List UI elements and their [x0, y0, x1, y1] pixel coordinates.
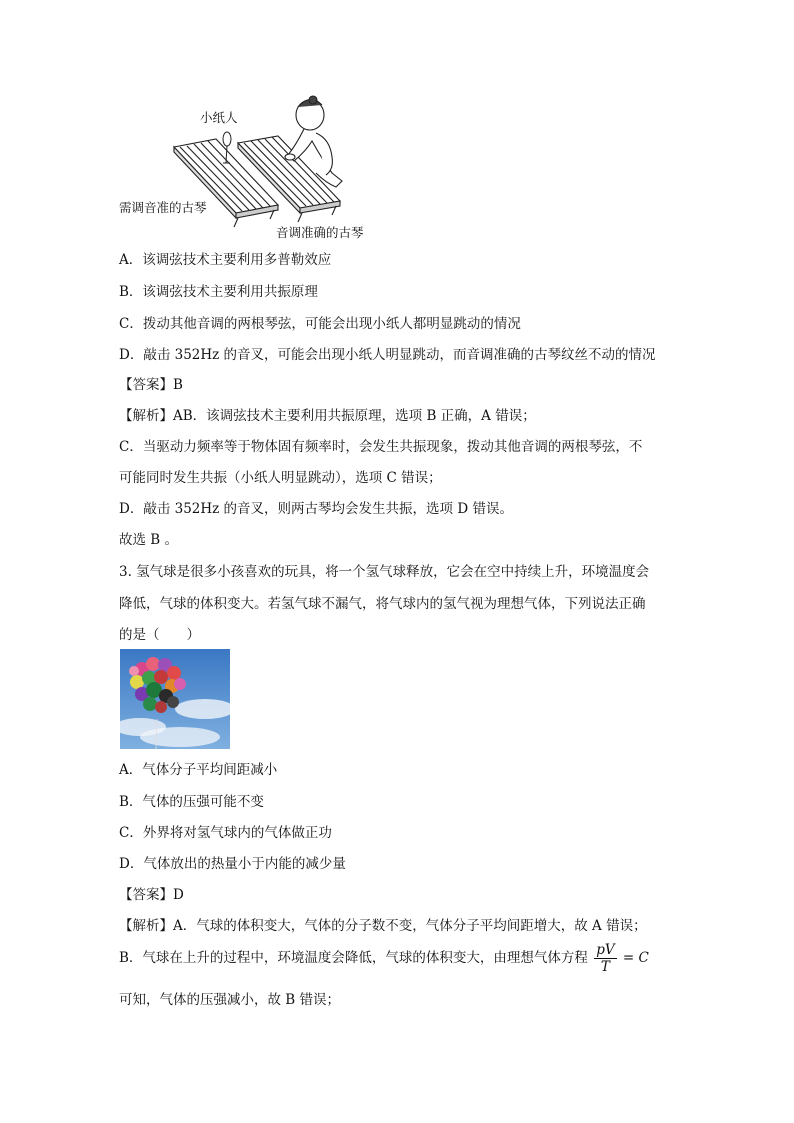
q3-option-b: B．气体的压强可能不变 [119, 794, 264, 810]
formula-numerator: pV [596, 942, 615, 958]
q2-option-c: C．拨动其他音调的两根琴弦，可能会出现小纸人都明显跳动的情况 [119, 316, 521, 332]
q3-analysis-a: 【解析】A．气球的体积变大，气体的分子数不变，气体分子平均间距增大，故 A 错误； [119, 918, 647, 934]
q3-option-a: A．气体分子平均间距减小 [119, 762, 278, 778]
q3-answer: 【答案】D [119, 887, 184, 903]
q2-answer: 【答案】B [119, 377, 183, 393]
guqin-figure [118, 95, 378, 240]
q3-option-c: C．外界将对氢气球内的气体做正功 [119, 825, 332, 841]
q2-analysis-line-2: C．当驱动力频率等于物体固有频率时，会发生共振现象，拨动其他音调的两根琴弦，不 [119, 439, 643, 455]
q3-stem-line-2: 降低，气球的体积变大。若氢气球不漏气，将气球内的氢气视为理想气体，下列说法正确 [119, 596, 646, 612]
label-paper-man: 小纸人 [200, 110, 238, 125]
formula-denominator: T [600, 959, 610, 975]
formula-fraction [594, 942, 616, 975]
label-guqin-needs-tuning: 需调音准的古琴 [119, 200, 207, 215]
label-guqin-tuned: 音调准确的古琴 [276, 225, 364, 240]
q2-analysis-line-5: 故选 B 。 [119, 532, 179, 548]
q3-option-d: D．气体放出的热量小于内能的减少量 [119, 856, 346, 872]
q2-analysis-line-1: 【解析】AB．该调弦技术主要利用共振原理，选项 B 正确，A 错误； [119, 408, 536, 424]
formula-rhs: = C [622, 950, 649, 966]
q2-option-a: A．该调弦技术主要利用多普勒效应 [119, 252, 332, 268]
q3-analysis-b-line-2: 可知，气体的压强减小，故 B 错误； [119, 992, 341, 1008]
balloons-illustration [120, 649, 230, 749]
q3-stem-line-3: 的是（ ） [119, 627, 200, 643]
q2-analysis-line-4: D．敲击 352Hz 的音叉，则两古琴均会发生共振，选项 D 错误。 [119, 501, 513, 517]
q3-analysis-b-line-1 [119, 942, 649, 975]
q2-analysis-line-3: 可能同时发生共振（小纸人明显跳动），选项 C 错误； [119, 470, 442, 486]
q2-option-d: D．敲击 352Hz 的音叉，可能会出现小纸人明显跳动，而音调准确的古琴纹丝不动的情况 [119, 347, 656, 363]
guqin-illustration [118, 95, 378, 240]
q3-analysis-b-text: B．气球在上升的过程中，环境温度会降低，气球的体积变大，由理想气体方程 [119, 950, 588, 966]
balloons-photo [120, 649, 230, 749]
q2-option-b: B．该调弦技术主要利用共振原理 [119, 284, 318, 300]
q3-stem-line-1: 3. 氢气球是很多小孩喜欢的玩具，将一个氢气球释放，它会在空中持续上升，环境温度会 [119, 564, 650, 580]
ideal-gas-formula [592, 942, 649, 975]
